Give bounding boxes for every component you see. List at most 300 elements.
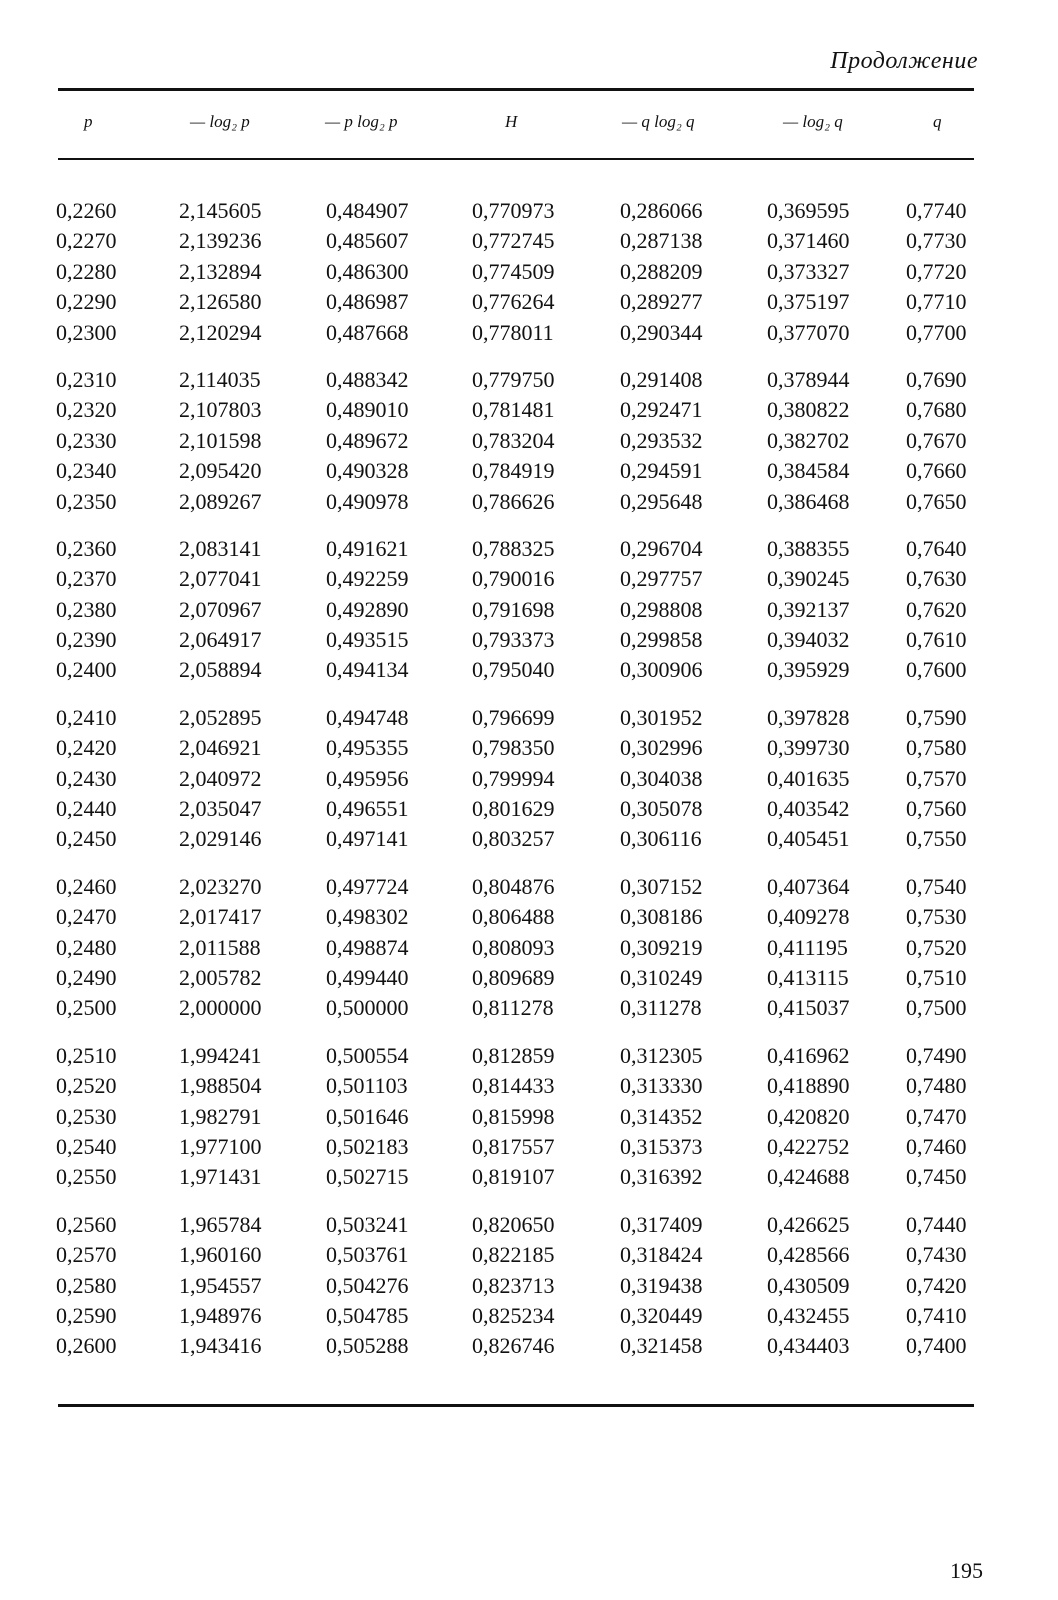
table-row <box>0 963 1058 993</box>
cell-neg-log2-q: 0,395929 <box>767 657 850 683</box>
cell-p: 0,2330 <box>56 427 117 453</box>
cell-entropy-h: 0,823713 <box>472 1272 555 1298</box>
cell-p: 0,2400 <box>56 657 117 683</box>
cell-q: 0,7530 <box>906 904 967 930</box>
cell-entropy-h: 0,819107 <box>472 1164 555 1190</box>
cell-neg-p-log2-p: 0,497724 <box>326 873 409 899</box>
cell-neg-log2-p: 2,040972 <box>179 765 262 791</box>
cell-neg-log2-q: 0,407364 <box>767 873 850 899</box>
cell-neg-q-log2-q: 0,311278 <box>620 995 702 1021</box>
cell-neg-log2-p: 2,035047 <box>179 796 262 822</box>
cell-neg-q-log2-q: 0,286066 <box>620 198 703 223</box>
cell-neg-log2-q: 0,428566 <box>767 1242 850 1268</box>
cell-neg-log2-p: 2,139236 <box>179 228 262 254</box>
table-row <box>0 564 1058 594</box>
cell-neg-q-log2-q: 0,300906 <box>620 657 703 683</box>
cell-q: 0,7480 <box>906 1073 967 1099</box>
cell-entropy-h: 0,786626 <box>472 488 555 514</box>
table-row <box>0 287 1058 317</box>
cell-neg-q-log2-q: 0,298808 <box>620 596 703 622</box>
table-row <box>0 1102 1058 1132</box>
cell-neg-log2-q: 0,430509 <box>767 1272 850 1298</box>
cell-p: 0,2380 <box>56 596 117 622</box>
cell-q: 0,7550 <box>906 826 967 852</box>
cell-entropy-h: 0,770973 <box>472 198 555 223</box>
cell-neg-log2-p: 1,971431 <box>179 1164 262 1190</box>
cell-entropy-h: 0,809689 <box>472 964 555 990</box>
cell-entropy-h: 0,799994 <box>472 765 555 791</box>
table-row <box>0 933 1058 963</box>
row-group <box>0 872 1058 1024</box>
table-row <box>0 534 1058 564</box>
cell-q: 0,7610 <box>906 627 967 653</box>
cell-entropy-h: 0,825234 <box>472 1302 555 1328</box>
table-row <box>0 1162 1058 1192</box>
cell-entropy-h: 0,808093 <box>472 934 555 960</box>
cell-entropy-h: 0,774509 <box>472 258 555 284</box>
cell-neg-log2-p: 2,077041 <box>179 566 262 592</box>
cell-neg-q-log2-q: 0,302996 <box>620 735 703 761</box>
header-neg-log2-p: — log₂ p <box>190 112 250 131</box>
table-row <box>0 1301 1058 1331</box>
cell-p: 0,2410 <box>56 704 117 730</box>
cell-p: 0,2260 <box>56 198 117 223</box>
cell-p: 0,2320 <box>56 397 117 423</box>
cell-q: 0,7730 <box>906 228 967 254</box>
cell-p: 0,2440 <box>56 796 117 822</box>
cell-neg-p-log2-p: 0,500000 <box>326 995 409 1021</box>
cell-neg-log2-p: 2,095420 <box>179 458 262 484</box>
cell-neg-q-log2-q: 0,295648 <box>620 488 703 514</box>
cell-neg-p-log2-p: 0,486987 <box>326 289 409 315</box>
cell-neg-p-log2-p: 0,500554 <box>326 1042 409 1068</box>
cell-entropy-h: 0,791698 <box>472 596 555 622</box>
cell-entropy-h: 0,772745 <box>472 228 555 254</box>
cell-q: 0,7470 <box>906 1103 967 1129</box>
cell-q: 0,7670 <box>906 427 967 453</box>
cell-q: 0,7720 <box>906 258 967 284</box>
continuation-label: Продолжение <box>830 48 978 74</box>
header-rule <box>58 158 974 160</box>
cell-neg-log2-p: 1,977100 <box>179 1133 262 1159</box>
cell-neg-p-log2-p: 0,486300 <box>326 258 409 284</box>
cell-neg-log2-q: 0,434403 <box>767 1333 850 1359</box>
cell-neg-q-log2-q: 0,297757 <box>620 566 703 592</box>
cell-p: 0,2430 <box>56 765 117 791</box>
cell-neg-log2-q: 0,388355 <box>767 535 850 561</box>
cell-entropy-h: 0,776264 <box>472 289 555 315</box>
cell-neg-log2-p: 2,011588 <box>179 934 261 960</box>
cell-p: 0,2500 <box>56 995 117 1021</box>
cell-neg-p-log2-p: 0,502183 <box>326 1133 409 1159</box>
cell-neg-q-log2-q: 0,299858 <box>620 627 703 653</box>
cell-p: 0,2580 <box>56 1272 117 1298</box>
cell-neg-log2-p: 2,017417 <box>179 904 262 930</box>
cell-p: 0,2460 <box>56 873 117 899</box>
cell-q: 0,7430 <box>906 1242 967 1268</box>
table-row <box>0 456 1058 486</box>
cell-neg-p-log2-p: 0,487668 <box>326 319 409 345</box>
cell-neg-log2-p: 2,145605 <box>179 198 262 223</box>
cell-neg-q-log2-q: 0,292471 <box>620 397 703 423</box>
table-row <box>0 1210 1058 1240</box>
cell-neg-p-log2-p: 0,501103 <box>326 1073 408 1099</box>
cell-p: 0,2490 <box>56 964 117 990</box>
cell-neg-log2-q: 0,394032 <box>767 627 850 653</box>
cell-neg-log2-q: 0,413115 <box>767 964 849 990</box>
cell-neg-p-log2-p: 0,491621 <box>326 535 409 561</box>
cell-entropy-h: 0,796699 <box>472 704 555 730</box>
cell-neg-log2-q: 0,369595 <box>767 198 850 223</box>
cell-q: 0,7600 <box>906 657 967 683</box>
cell-neg-q-log2-q: 0,312305 <box>620 1042 703 1068</box>
table-row <box>0 764 1058 794</box>
cell-q: 0,7560 <box>906 796 967 822</box>
header-p: p <box>84 112 93 131</box>
cell-entropy-h: 0,811278 <box>472 995 554 1021</box>
cell-q: 0,7500 <box>906 995 967 1021</box>
cell-p: 0,2470 <box>56 904 117 930</box>
cell-neg-p-log2-p: 0,505288 <box>326 1333 409 1359</box>
table-row <box>0 872 1058 902</box>
cell-neg-log2-p: 2,052895 <box>179 704 262 730</box>
table-row <box>0 487 1058 517</box>
cell-p: 0,2570 <box>56 1242 117 1268</box>
cell-neg-log2-q: 0,401635 <box>767 765 850 791</box>
table-row <box>0 625 1058 655</box>
table-row <box>0 703 1058 733</box>
cell-entropy-h: 0,801629 <box>472 796 555 822</box>
page-number: 195 <box>950 1558 983 1583</box>
cell-q: 0,7420 <box>906 1272 967 1298</box>
cell-entropy-h: 0,798350 <box>472 735 555 761</box>
cell-neg-p-log2-p: 0,504276 <box>326 1272 409 1298</box>
cell-p: 0,2280 <box>56 258 117 284</box>
cell-neg-log2-p: 1,954557 <box>179 1272 262 1298</box>
cell-neg-q-log2-q: 0,309219 <box>620 934 703 960</box>
cell-p: 0,2530 <box>56 1103 117 1129</box>
cell-q: 0,7540 <box>906 873 967 899</box>
cell-p: 0,2420 <box>56 735 117 761</box>
cell-neg-q-log2-q: 0,320449 <box>620 1302 703 1328</box>
cell-p: 0,2560 <box>56 1211 117 1237</box>
cell-neg-log2-p: 2,029146 <box>179 826 262 852</box>
cell-neg-log2-p: 2,064917 <box>179 627 262 653</box>
table-row <box>0 365 1058 395</box>
header-q: q <box>933 112 942 131</box>
cell-neg-log2-p: 2,046921 <box>179 735 262 761</box>
cell-p: 0,2540 <box>56 1133 117 1159</box>
table-row <box>0 226 1058 256</box>
cell-p: 0,2510 <box>56 1042 117 1068</box>
cell-neg-p-log2-p: 0,490328 <box>326 458 409 484</box>
cell-neg-log2-q: 0,432455 <box>767 1302 850 1328</box>
cell-p: 0,2600 <box>56 1333 117 1359</box>
row-group <box>0 1210 1058 1362</box>
cell-p: 0,2370 <box>56 566 117 592</box>
cell-neg-q-log2-q: 0,317409 <box>620 1211 703 1237</box>
cell-entropy-h: 0,790016 <box>472 566 555 592</box>
cell-neg-log2-q: 0,397828 <box>767 704 850 730</box>
cell-q: 0,7660 <box>906 458 967 484</box>
cell-neg-log2-p: 2,107803 <box>179 397 262 423</box>
cell-neg-log2-p: 1,943416 <box>179 1333 262 1359</box>
cell-entropy-h: 0,826746 <box>472 1333 555 1359</box>
cell-entropy-h: 0,783204 <box>472 427 555 453</box>
cell-neg-log2-q: 0,375197 <box>767 289 850 315</box>
cell-neg-q-log2-q: 0,315373 <box>620 1133 703 1159</box>
cell-q: 0,7700 <box>906 319 967 345</box>
cell-neg-log2-q: 0,386468 <box>767 488 850 514</box>
cell-neg-log2-q: 0,403542 <box>767 796 850 822</box>
cell-neg-log2-q: 0,409278 <box>767 904 850 930</box>
header-entropy-h: H <box>505 112 518 131</box>
cell-neg-p-log2-p: 0,498302 <box>326 904 409 930</box>
cell-entropy-h: 0,804876 <box>472 873 555 899</box>
cell-neg-p-log2-p: 0,489672 <box>326 427 409 453</box>
cell-p: 0,2550 <box>56 1164 117 1190</box>
cell-entropy-h: 0,817557 <box>472 1133 555 1159</box>
cell-p: 0,2360 <box>56 535 117 561</box>
cell-neg-log2-q: 0,424688 <box>767 1164 850 1190</box>
cell-q: 0,7520 <box>906 934 967 960</box>
cell-neg-p-log2-p: 0,495956 <box>326 765 409 791</box>
cell-neg-q-log2-q: 0,294591 <box>620 458 703 484</box>
cell-p: 0,2300 <box>56 319 117 345</box>
cell-neg-p-log2-p: 0,490978 <box>326 488 409 514</box>
cell-neg-q-log2-q: 0,307152 <box>620 873 703 899</box>
cell-neg-q-log2-q: 0,313330 <box>620 1073 703 1099</box>
cell-neg-p-log2-p: 0,499440 <box>326 964 409 990</box>
table-row <box>0 655 1058 685</box>
cell-neg-log2-q: 0,384584 <box>767 458 850 484</box>
cell-q: 0,7510 <box>906 964 967 990</box>
cell-neg-log2-p: 1,948976 <box>179 1302 262 1328</box>
cell-p: 0,2450 <box>56 826 117 852</box>
cell-entropy-h: 0,806488 <box>472 904 555 930</box>
cell-p: 0,2340 <box>56 458 117 484</box>
table-row <box>0 1132 1058 1162</box>
cell-entropy-h: 0,778011 <box>472 319 554 345</box>
header-neg-q-log2-q: — q log₂ q <box>622 112 695 131</box>
table-header <box>0 112 1058 142</box>
table-row <box>0 993 1058 1023</box>
cell-neg-q-log2-q: 0,296704 <box>620 535 703 561</box>
row-group <box>0 1041 1058 1193</box>
cell-q: 0,7710 <box>906 289 967 315</box>
cell-neg-log2-p: 2,114035 <box>179 366 261 392</box>
table-row <box>0 1041 1058 1071</box>
cell-neg-log2-q: 0,426625 <box>767 1211 850 1237</box>
cell-q: 0,7570 <box>906 765 967 791</box>
cell-neg-log2-q: 0,399730 <box>767 735 850 761</box>
cell-neg-q-log2-q: 0,306116 <box>620 826 702 852</box>
cell-neg-log2-p: 2,005782 <box>179 964 262 990</box>
cell-p: 0,2520 <box>56 1073 117 1099</box>
cell-neg-log2-q: 0,382702 <box>767 427 850 453</box>
cell-p: 0,2290 <box>56 289 117 315</box>
cell-neg-p-log2-p: 0,501646 <box>326 1103 409 1129</box>
cell-neg-log2-p: 2,089267 <box>179 488 262 514</box>
cell-neg-p-log2-p: 0,503241 <box>326 1211 409 1237</box>
cell-neg-log2-p: 2,000000 <box>179 995 262 1021</box>
cell-neg-q-log2-q: 0,287138 <box>620 228 703 254</box>
cell-neg-q-log2-q: 0,293532 <box>620 427 703 453</box>
cell-neg-q-log2-q: 0,291408 <box>620 366 703 392</box>
cell-neg-p-log2-p: 0,485607 <box>326 228 409 254</box>
cell-neg-p-log2-p: 0,488342 <box>326 366 409 392</box>
cell-q: 0,7460 <box>906 1133 967 1159</box>
row-group <box>0 196 1058 348</box>
table-row <box>0 595 1058 625</box>
cell-neg-log2-q: 0,405451 <box>767 826 850 852</box>
table-row <box>0 257 1058 287</box>
table-body <box>0 196 1058 1379</box>
header-neg-p-log2-p: — p log₂ p <box>325 112 398 131</box>
cell-neg-q-log2-q: 0,289277 <box>620 289 703 315</box>
cell-neg-q-log2-q: 0,318424 <box>620 1242 703 1268</box>
table-row <box>0 395 1058 425</box>
row-group <box>0 534 1058 686</box>
cell-neg-log2-p: 2,101598 <box>179 427 262 453</box>
cell-q: 0,7630 <box>906 566 967 592</box>
table-row <box>0 1271 1058 1301</box>
cell-neg-q-log2-q: 0,308186 <box>620 904 703 930</box>
cell-p: 0,2390 <box>56 627 117 653</box>
cell-neg-log2-q: 0,416962 <box>767 1042 850 1068</box>
cell-q: 0,7490 <box>906 1042 967 1068</box>
cell-neg-p-log2-p: 0,494134 <box>326 657 409 683</box>
table-row <box>0 824 1058 854</box>
cell-q: 0,7640 <box>906 535 967 561</box>
cell-entropy-h: 0,793373 <box>472 627 555 653</box>
cell-neg-log2-q: 0,420820 <box>767 1103 850 1129</box>
cell-neg-log2-p: 1,988504 <box>179 1073 262 1099</box>
cell-neg-q-log2-q: 0,304038 <box>620 765 703 791</box>
header-neg-log2-q: — log₂ q <box>783 112 843 131</box>
cell-neg-q-log2-q: 0,316392 <box>620 1164 703 1190</box>
cell-neg-q-log2-q: 0,290344 <box>620 319 703 345</box>
cell-neg-p-log2-p: 0,493515 <box>326 627 409 653</box>
cell-neg-log2-p: 2,023270 <box>179 873 262 899</box>
cell-neg-p-log2-p: 0,492259 <box>326 566 409 592</box>
cell-entropy-h: 0,788325 <box>472 535 555 561</box>
cell-q: 0,7590 <box>906 704 967 730</box>
cell-neg-p-log2-p: 0,503761 <box>326 1242 409 1268</box>
table-row <box>0 196 1058 226</box>
cell-neg-log2-q: 0,422752 <box>767 1133 850 1159</box>
cell-neg-log2-p: 2,083141 <box>179 535 262 561</box>
cell-q: 0,7400 <box>906 1333 967 1359</box>
cell-neg-q-log2-q: 0,319438 <box>620 1272 703 1298</box>
table-row <box>0 1071 1058 1101</box>
table-row <box>0 318 1058 348</box>
cell-p: 0,2590 <box>56 1302 117 1328</box>
cell-neg-log2-q: 0,371460 <box>767 228 850 254</box>
cell-neg-log2-q: 0,380822 <box>767 397 850 423</box>
cell-neg-log2-p: 1,982791 <box>179 1103 262 1129</box>
cell-neg-log2-p: 1,960160 <box>179 1242 262 1268</box>
cell-neg-log2-p: 2,126580 <box>179 289 262 315</box>
cell-neg-p-log2-p: 0,504785 <box>326 1302 409 1328</box>
cell-neg-log2-q: 0,411195 <box>767 934 848 960</box>
cell-neg-log2-p: 2,120294 <box>179 319 262 345</box>
row-group <box>0 365 1058 517</box>
top-rule <box>58 88 974 91</box>
cell-neg-log2-p: 2,058894 <box>179 657 262 683</box>
cell-neg-p-log2-p: 0,489010 <box>326 397 409 423</box>
cell-neg-p-log2-p: 0,484907 <box>326 198 409 223</box>
cell-q: 0,7410 <box>906 1302 967 1328</box>
cell-neg-q-log2-q: 0,301952 <box>620 704 703 730</box>
cell-entropy-h: 0,795040 <box>472 657 555 683</box>
cell-neg-p-log2-p: 0,495355 <box>326 735 409 761</box>
cell-entropy-h: 0,815998 <box>472 1103 555 1129</box>
cell-entropy-h: 0,803257 <box>472 826 555 852</box>
cell-p: 0,2270 <box>56 228 117 254</box>
cell-neg-p-log2-p: 0,494748 <box>326 704 409 730</box>
cell-neg-p-log2-p: 0,497141 <box>326 826 409 852</box>
cell-entropy-h: 0,781481 <box>472 397 555 423</box>
cell-neg-q-log2-q: 0,314352 <box>620 1103 703 1129</box>
cell-neg-p-log2-p: 0,492890 <box>326 596 409 622</box>
cell-neg-log2-q: 0,418890 <box>767 1073 850 1099</box>
cell-p: 0,2310 <box>56 366 117 392</box>
cell-neg-log2-q: 0,378944 <box>767 366 850 392</box>
cell-neg-q-log2-q: 0,321458 <box>620 1333 703 1359</box>
cell-neg-log2-q: 0,377070 <box>767 319 850 345</box>
table-row <box>0 426 1058 456</box>
cell-q: 0,7580 <box>906 735 967 761</box>
cell-neg-q-log2-q: 0,305078 <box>620 796 703 822</box>
cell-entropy-h: 0,814433 <box>472 1073 555 1099</box>
cell-p: 0,2480 <box>56 934 117 960</box>
cell-q: 0,7650 <box>906 488 967 514</box>
bottom-rule <box>58 1404 974 1407</box>
cell-neg-log2-p: 2,132894 <box>179 258 262 284</box>
cell-neg-log2-q: 0,373327 <box>767 258 850 284</box>
cell-entropy-h: 0,822185 <box>472 1242 555 1268</box>
cell-q: 0,7450 <box>906 1164 967 1190</box>
cell-q: 0,7620 <box>906 596 967 622</box>
cell-neg-log2-p: 1,994241 <box>179 1042 262 1068</box>
cell-neg-q-log2-q: 0,288209 <box>620 258 703 284</box>
cell-entropy-h: 0,812859 <box>472 1042 555 1068</box>
cell-neg-log2-q: 0,415037 <box>767 995 850 1021</box>
table-row <box>0 902 1058 932</box>
cell-neg-p-log2-p: 0,496551 <box>326 796 409 822</box>
cell-p: 0,2350 <box>56 488 117 514</box>
cell-neg-q-log2-q: 0,310249 <box>620 964 703 990</box>
cell-neg-p-log2-p: 0,502715 <box>326 1164 409 1190</box>
cell-neg-log2-p: 2,070967 <box>179 596 262 622</box>
cell-entropy-h: 0,779750 <box>472 366 555 392</box>
cell-q: 0,7440 <box>906 1211 967 1237</box>
table-row <box>0 794 1058 824</box>
cell-neg-log2-q: 0,392137 <box>767 596 850 622</box>
table-row <box>0 733 1058 763</box>
cell-entropy-h: 0,784919 <box>472 458 555 484</box>
row-group <box>0 703 1058 855</box>
cell-neg-p-log2-p: 0,498874 <box>326 934 409 960</box>
cell-q: 0,7680 <box>906 397 967 423</box>
cell-q: 0,7740 <box>906 198 967 223</box>
cell-q: 0,7690 <box>906 366 967 392</box>
cell-entropy-h: 0,820650 <box>472 1211 555 1237</box>
table-row <box>0 1240 1058 1270</box>
cell-neg-log2-p: 1,965784 <box>179 1211 262 1237</box>
table-row <box>0 1331 1058 1361</box>
